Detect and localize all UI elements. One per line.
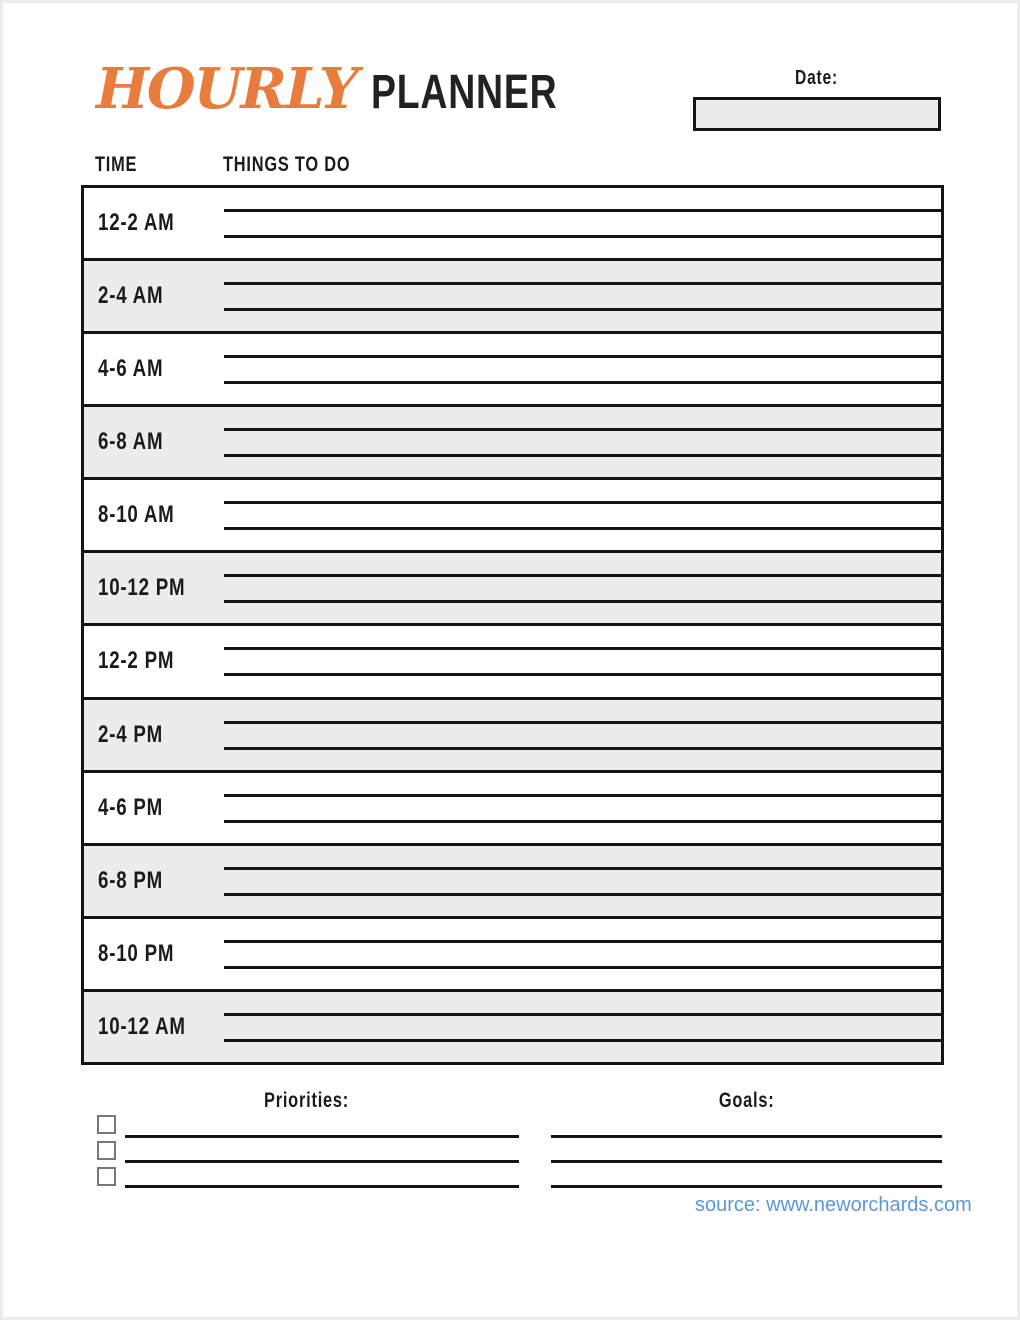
writing-line[interactable] <box>224 308 941 311</box>
time-slot-label: 10-12 AM <box>98 1012 186 1040</box>
schedule-row <box>84 623 941 696</box>
page-title <box>96 56 610 122</box>
time-slot-label: 2-4 AM <box>98 282 164 310</box>
writing-line[interactable] <box>224 966 941 969</box>
writing-line[interactable] <box>224 1013 941 1016</box>
writing-line[interactable] <box>224 600 941 603</box>
writing-line[interactable] <box>224 721 941 724</box>
time-slot-label: 2-4 PM <box>98 720 164 748</box>
priority-writing-line[interactable] <box>125 1185 519 1188</box>
writing-line[interactable] <box>224 647 941 650</box>
schedule-row <box>84 770 941 843</box>
goal-writing-line[interactable] <box>551 1135 942 1138</box>
schedule-row <box>84 550 941 623</box>
time-slot-label: 6-8 AM <box>98 428 164 456</box>
schedule-row <box>84 916 941 989</box>
writing-line[interactable] <box>224 527 941 530</box>
priority-writing-line[interactable] <box>125 1160 519 1163</box>
time-slot-label: 8-10 AM <box>98 501 175 529</box>
time-slot-label: 4-6 PM <box>98 793 164 821</box>
source-credit-link[interactable]: source: www.neworchards.com <box>695 1194 972 1216</box>
title-word-planner: PLANNER <box>370 66 558 119</box>
writing-line[interactable] <box>224 235 941 238</box>
date-input-box[interactable] <box>693 97 941 131</box>
goal-writing-line[interactable] <box>551 1160 942 1163</box>
time-slot-label: 8-10 PM <box>98 939 175 967</box>
writing-line[interactable] <box>224 794 941 797</box>
time-slot-label: 12-2 PM <box>98 647 175 675</box>
priority-checkbox[interactable] <box>97 1115 116 1134</box>
writing-line[interactable] <box>224 574 941 577</box>
priority-writing-line[interactable] <box>125 1135 519 1138</box>
date-label: Date: <box>795 67 839 89</box>
schedule-row <box>84 331 941 404</box>
schedule-row <box>84 843 941 916</box>
goal-writing-line[interactable] <box>551 1185 942 1188</box>
time-slot-label: 10-12 PM <box>98 574 186 602</box>
writing-line[interactable] <box>224 501 941 504</box>
writing-line[interactable] <box>224 820 941 823</box>
writing-line[interactable] <box>224 1039 941 1042</box>
priorities-label: Priorities: <box>264 1089 350 1112</box>
writing-line[interactable] <box>224 428 941 431</box>
writing-line[interactable] <box>224 893 941 896</box>
writing-line[interactable] <box>224 381 941 384</box>
priority-checkbox[interactable] <box>97 1167 116 1186</box>
schedule-row <box>84 258 941 331</box>
writing-line[interactable] <box>224 867 941 870</box>
column-header-things-to-do: THINGS TO DO <box>223 153 351 176</box>
schedule-row <box>84 188 941 258</box>
writing-line[interactable] <box>224 355 941 358</box>
priority-checkbox[interactable] <box>97 1141 116 1160</box>
time-slot-label: 6-8 PM <box>98 866 164 894</box>
time-slot-label: 12-2 AM <box>98 209 175 236</box>
time-slot-label: 4-6 AM <box>98 355 164 383</box>
writing-line[interactable] <box>224 673 941 676</box>
column-header-time: TIME <box>95 153 138 176</box>
writing-line[interactable] <box>224 209 941 212</box>
schedule-row <box>84 404 941 477</box>
writing-line[interactable] <box>224 454 941 457</box>
schedule-table <box>81 185 944 1065</box>
schedule-row <box>84 477 941 550</box>
goals-label: Goals: <box>718 1089 775 1112</box>
title-word-hourly: HOURLY <box>96 56 357 122</box>
schedule-row <box>84 989 941 1062</box>
writing-line[interactable] <box>224 282 941 285</box>
writing-line[interactable] <box>224 747 941 750</box>
schedule-row <box>84 697 941 770</box>
writing-line[interactable] <box>224 940 941 943</box>
